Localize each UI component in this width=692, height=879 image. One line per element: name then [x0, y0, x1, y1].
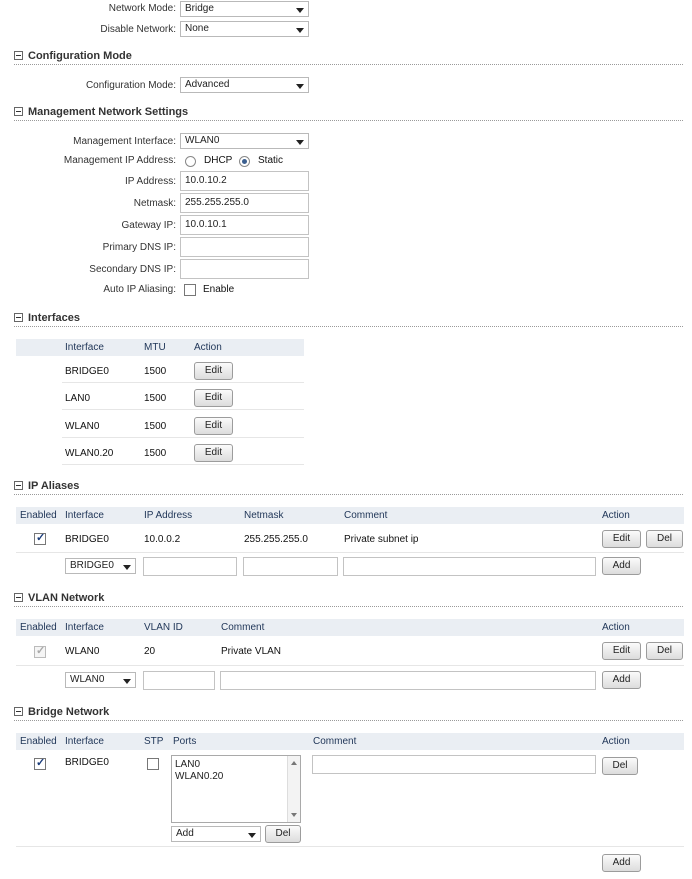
column-header: Comment	[221, 622, 265, 633]
column-header: Action	[602, 736, 630, 747]
disable-network-value: None	[185, 23, 209, 34]
edit-button[interactable]: Edit	[602, 642, 641, 660]
new-ip-alias-interface-value: BRIDGE0	[70, 560, 114, 571]
ip-aliases-table-header	[16, 507, 684, 524]
static-radio-label: Static	[258, 155, 284, 166]
gateway-ip-input[interactable]: 10.0.10.1	[180, 215, 309, 235]
port-option[interactable]: LAN0	[175, 759, 201, 770]
ip-alias-enabled-checkbox[interactable]	[34, 533, 46, 545]
interface-name: BRIDGE0	[65, 366, 109, 377]
new-vlan-interface-select[interactable]	[65, 672, 136, 688]
scrollbar[interactable]	[287, 756, 300, 822]
static-radio[interactable]	[239, 156, 250, 167]
netmask-label: Netmask:	[133, 198, 176, 209]
column-header: Interface	[65, 736, 104, 747]
column-header: Ports	[173, 736, 197, 747]
scroll-down-icon[interactable]	[291, 813, 297, 817]
primary-dns-input[interactable]	[180, 237, 309, 257]
dhcp-radio[interactable]	[185, 156, 196, 167]
divider	[14, 326, 683, 327]
chevron-down-icon	[296, 140, 304, 145]
divider	[14, 64, 683, 65]
bridge-add-port-select[interactable]	[171, 826, 261, 842]
interface-mtu: 1500	[144, 421, 167, 432]
edit-button[interactable]: Edit	[194, 389, 233, 407]
disable-network-label: Disable Network:	[100, 24, 176, 35]
row-divider	[62, 409, 304, 410]
edit-button[interactable]: Edit	[194, 417, 233, 435]
ip-alias-comment: Private subnet ip	[344, 534, 419, 545]
new-ip-alias-interface-select[interactable]	[65, 558, 136, 574]
bridge-table-header	[16, 733, 684, 750]
chevron-down-icon	[123, 565, 131, 570]
section-vlan-network[interactable]	[14, 592, 104, 605]
section-title: Bridge Network	[28, 706, 110, 718]
network-mode-value: Bridge	[185, 3, 214, 14]
configuration-mode-value: Advanced	[185, 79, 230, 90]
management-interface-value: WLAN0	[185, 135, 220, 146]
delete-button[interactable]: Del	[646, 530, 683, 548]
column-header: STP	[144, 736, 164, 747]
management-interface-label: Management Interface:	[73, 136, 176, 147]
ip-address-label: IP Address:	[125, 176, 176, 187]
edit-button[interactable]: Edit	[194, 444, 233, 462]
section-title: Management Network Settings	[28, 106, 189, 118]
section-configuration-mode[interactable]	[14, 50, 132, 63]
interface-name: WLAN0.20	[65, 448, 114, 459]
ip-alias-netmask: 255.255.255.0	[244, 534, 308, 545]
column-header: Comment	[344, 510, 388, 521]
new-ip-alias-comment-input[interactable]	[343, 557, 596, 576]
interface-mtu: 1500	[144, 448, 167, 459]
auto-ip-aliasing-checkbox[interactable]	[184, 284, 196, 296]
divider	[14, 720, 683, 721]
column-header: VLAN ID	[144, 622, 183, 633]
bridge-add-port-value: Add	[176, 828, 194, 839]
column-header: Enabled	[20, 510, 57, 521]
configuration-mode-select[interactable]	[180, 77, 309, 93]
delete-button[interactable]: Del	[646, 642, 683, 660]
bridge-interface: BRIDGE0	[65, 757, 109, 768]
column-header: Comment	[313, 736, 357, 747]
new-ip-alias-netmask-input[interactable]	[243, 557, 338, 576]
add-vlan-button[interactable]: Add	[602, 671, 641, 689]
ip-address-input[interactable]: 10.0.10.2	[180, 171, 309, 191]
collapse-icon[interactable]	[14, 107, 23, 116]
delete-button[interactable]: Del	[602, 757, 638, 775]
divider	[14, 494, 683, 495]
bridge-ports-listbox[interactable]	[171, 755, 301, 823]
bridge-comment-input[interactable]	[312, 755, 596, 774]
column-header: MTU	[144, 342, 166, 353]
network-mode-select[interactable]	[180, 1, 309, 17]
ip-alias-address: 10.0.0.2	[144, 534, 181, 545]
column-header: Action	[602, 510, 630, 521]
add-bridge-button[interactable]: Add	[602, 854, 641, 872]
interface-name: WLAN0	[65, 421, 100, 432]
interfaces-table-header	[16, 339, 304, 356]
new-vlan-comment-input[interactable]	[220, 671, 596, 690]
column-header: Enabled	[20, 736, 57, 747]
vlan-id: 20	[144, 646, 156, 657]
section-title: Configuration Mode	[28, 50, 132, 62]
bridge-stp-checkbox[interactable]	[147, 758, 159, 770]
new-ip-alias-address-input[interactable]	[143, 557, 237, 576]
divider	[14, 606, 683, 607]
column-header: Interface	[65, 342, 104, 353]
interface-mtu: 1500	[144, 393, 167, 404]
network-mode-label: Network Mode:	[108, 3, 176, 14]
column-header: Action	[194, 342, 222, 353]
chevron-down-icon	[296, 28, 304, 33]
row-divider	[16, 665, 684, 666]
dhcp-radio-label: DHCP	[204, 155, 233, 166]
collapse-icon[interactable]	[14, 481, 23, 490]
column-header: Enabled	[20, 622, 57, 633]
port-delete-button[interactable]: Del	[265, 825, 301, 843]
section-bridge-network[interactable]	[14, 706, 109, 719]
disable-network-select[interactable]	[180, 21, 309, 37]
configuration-mode-label: Configuration Mode:	[85, 80, 176, 91]
chevron-down-icon	[248, 833, 256, 838]
vlan-comment: Private VLAN	[221, 646, 282, 657]
auto-ip-aliasing-label: Auto IP Aliasing:	[103, 284, 176, 295]
chevron-down-icon	[296, 84, 304, 89]
management-ip-mode-label: Management IP Address:	[63, 155, 176, 166]
collapse-icon[interactable]	[14, 51, 23, 60]
ip-alias-interface: BRIDGE0	[65, 534, 109, 545]
interface-name: LAN0	[65, 393, 91, 404]
collapse-icon[interactable]	[14, 593, 23, 602]
section-management-network[interactable]	[14, 106, 188, 119]
section-title: Interfaces	[28, 312, 80, 324]
interface-mtu: 1500	[144, 366, 167, 377]
section-interfaces[interactable]	[14, 312, 80, 325]
divider	[14, 120, 683, 121]
auto-ip-aliasing-enable-label: Enable	[203, 284, 235, 295]
row-divider	[16, 552, 684, 553]
collapse-icon[interactable]	[14, 707, 23, 716]
chevron-down-icon	[296, 8, 304, 13]
primary-dns-label: Primary DNS IP:	[102, 242, 176, 253]
bridge-enabled-checkbox[interactable]	[34, 758, 46, 770]
management-interface-select[interactable]	[180, 133, 309, 149]
column-header: Action	[602, 622, 630, 633]
scroll-up-icon[interactable]	[291, 761, 297, 765]
add-ip-alias-button[interactable]: Add	[602, 557, 641, 575]
gateway-ip-label: Gateway IP:	[121, 220, 176, 231]
chevron-down-icon	[123, 679, 131, 684]
row-divider	[62, 382, 304, 383]
secondary-dns-label: Secondary DNS IP:	[89, 264, 176, 275]
netmask-input[interactable]: 255.255.255.0	[180, 193, 309, 213]
new-vlan-interface-value: WLAN0	[70, 674, 105, 685]
edit-button[interactable]: Edit	[602, 530, 641, 548]
section-ip-aliases[interactable]	[14, 480, 79, 493]
port-option[interactable]: WLAN0.20	[175, 771, 224, 782]
section-title: IP Aliases	[28, 480, 80, 492]
new-vlan-id-input[interactable]	[143, 671, 215, 690]
column-header: Interface	[65, 510, 104, 521]
column-header: Interface	[65, 622, 104, 633]
vlan-interface: WLAN0	[65, 646, 100, 657]
collapse-icon[interactable]	[14, 313, 23, 322]
edit-button[interactable]: Edit	[194, 362, 233, 380]
row-divider	[62, 464, 304, 465]
vlan-table-header	[16, 619, 684, 636]
secondary-dns-input[interactable]	[180, 259, 309, 279]
vlan-enabled-checkbox[interactable]	[34, 646, 46, 658]
row-divider	[16, 846, 684, 847]
column-header: IP Address	[144, 510, 193, 521]
column-header: Netmask	[244, 510, 284, 521]
section-title: VLAN Network	[28, 592, 105, 604]
row-divider	[62, 437, 304, 438]
